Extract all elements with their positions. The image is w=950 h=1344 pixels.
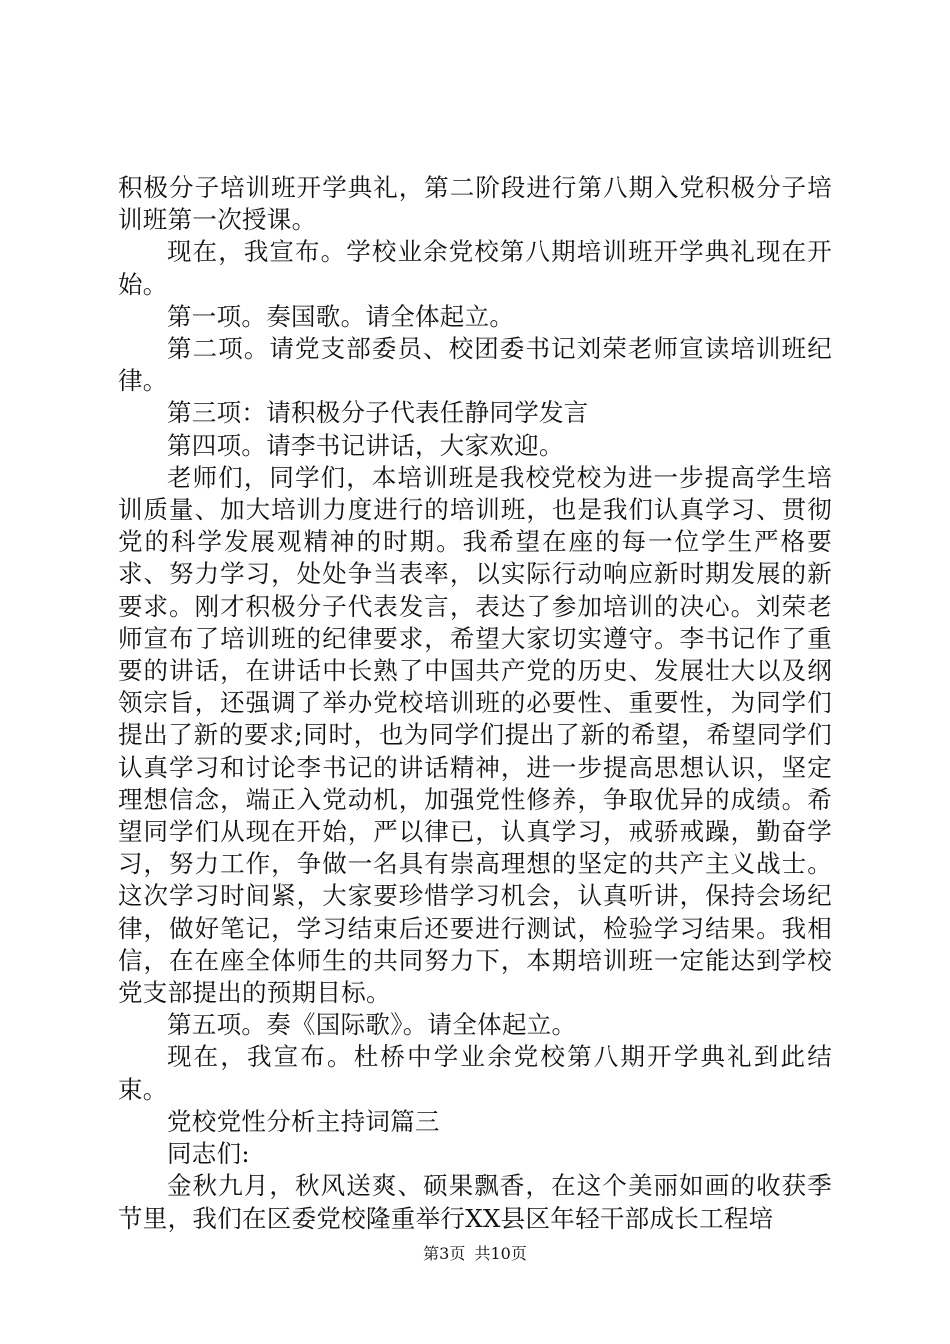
page-footer bbox=[0, 1243, 950, 1265]
paragraph: 金秋九月，秋风送爽、硕果飘香，在这个美丽如画的收获季节里，我们在区委党校隆重举行XX县区年轻干部成长工程培 bbox=[118, 1171, 832, 1233]
paragraph: 现在，我宣布。学校业余党校第八期培训班开学典礼现在开始。 bbox=[118, 237, 832, 299]
paragraph: 积极分子培训班开学典礼，第二阶段进行第八期入党积极分子培训班第一次授课。 bbox=[118, 173, 832, 235]
paragraph: 第一项。奏国歌。请全体起立。 bbox=[167, 301, 515, 331]
page-number: 第3页 bbox=[423, 1244, 466, 1263]
paragraph: 第二项。请党支部委员、校团委书记刘荣老师宣读培训班纪律。 bbox=[118, 334, 832, 396]
paragraph: 第五项。奏《国际歌》。请全体起立。 bbox=[167, 1010, 577, 1040]
paragraph: 第四项。请李书记讲话，大家欢迎。 bbox=[167, 430, 564, 460]
paragraph: 第三项：请积极分子代表任静同学发言 bbox=[167, 398, 589, 428]
document-body bbox=[118, 172, 832, 1235]
salutation: 同志们: bbox=[167, 1139, 250, 1169]
paragraph: 现在，我宣布。杜桥中学业余党校第八期开学典礼到此结束。 bbox=[118, 1042, 832, 1104]
paragraph: 老师们，同学们，本培训班是我校党校为进一步提高学生培训质量、加大培训力度进行的培训班，也是我们认真学习、贯彻党的科学发展观精神的时期。我希望在座的每一位学生严格要求、努力学习，处处争当表率，以实际行动响应新时期发展的新要求。刚才积极分子代表发言，表达了参加培训的决心。刘荣老师宣布了培训班的纪律要求，希望大家切实遵守。李书记作了重要的讲话，在讲话中长熟了中国共产党的历史、发展壮大以及纲领宗旨，还强调了举办党校培训班的必要性、重要性，为同学们提出了新的要求;同时，也为同学们提出了新的希望，希望同学们认真学习和讨论李书记的讲话精神，进一步提高思想认识，坚定理想信念，端正入党动机，加强党性修养，争取优异的成绩。希望同学们从现在开始，严以律已，认真学习，戒骄戒躁，勤奋学习，努力工作，争做一名具有崇高理想的坚定的共产主义战士。这次学习时间紧，大家要珍惜学习机会，认真听讲，保持会场纪律，做好笔记，学习结束后还要进行测试，检验学习结果。我相信，在在座全体师生的共同努力下，本期培训班一定能达到学校党支部提出的预期目标。 bbox=[118, 462, 832, 1008]
page-total: 共10页 bbox=[474, 1244, 527, 1263]
section-heading: 党校党性分析主持词篇三 bbox=[167, 1106, 440, 1136]
